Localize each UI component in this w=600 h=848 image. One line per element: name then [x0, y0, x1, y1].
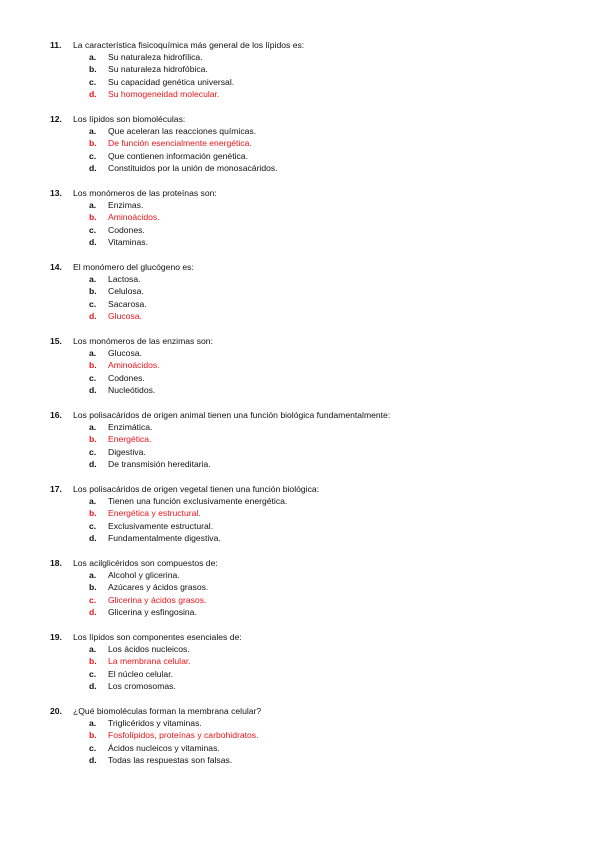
option-letter: b. [89, 138, 97, 149]
option-letter: a. [89, 274, 97, 284]
option-letter: d. [89, 88, 97, 99]
question-text: Los lípidos son componentes esenciales de: [73, 632, 242, 642]
option-text: Fundamentalmente digestiva. [108, 532, 221, 543]
question-text: Los polisacáridos de origen animal tienen una función biológica fundamentalmente: [73, 410, 391, 420]
option-letter: a. [89, 422, 97, 432]
option-text: Glicerina y esfingosina. [108, 606, 197, 617]
question-text: Los monómeros de las proteínas son: [73, 188, 217, 198]
answer-option [50, 581, 570, 593]
option-text: Codones. [108, 372, 145, 383]
option-letter: c. [89, 668, 97, 679]
answer-option [50, 532, 570, 544]
question-stem [50, 261, 570, 273]
option-text: Constituidos por la unión de monosacáridos. [108, 162, 278, 173]
option-letter: d. [89, 754, 97, 765]
answer-option [50, 76, 570, 88]
option-text: Vitaminas. [108, 236, 148, 247]
question-15 [50, 335, 570, 396]
answer-option [50, 224, 570, 236]
option-letter: c. [89, 150, 97, 161]
option-text: Sacarosa. [108, 298, 147, 309]
option-letter: b. [89, 286, 97, 297]
question-number: 12. [50, 114, 62, 124]
question-text: Los monómeros de las enzimas son: [73, 336, 213, 346]
option-letter: d. [89, 532, 97, 543]
option-letter: d. [89, 680, 97, 691]
answer-option-correct [50, 655, 570, 667]
option-letter: c. [89, 224, 97, 235]
question-17 [50, 483, 570, 544]
option-text: Los ácidos nucleicos. [108, 644, 190, 654]
option-text: Nucleótidos. [108, 384, 156, 395]
option-letter: d. [89, 236, 97, 247]
option-letter: b. [89, 508, 97, 519]
question-number: 16. [50, 410, 62, 420]
question-stem [50, 631, 570, 643]
answer-option [50, 446, 570, 458]
question-text: ¿Qué biomoléculas forman la membrana celular? [73, 706, 262, 716]
answer-option [50, 162, 570, 174]
option-text: Todas las respuestas son falsas. [108, 754, 233, 765]
question-text: El monómero del glucógeno es: [73, 262, 194, 272]
option-text: Los cromosomas. [108, 680, 176, 691]
question-number: 11. [50, 40, 62, 50]
option-letter: b. [89, 730, 97, 741]
question-stem [50, 39, 570, 51]
option-letter: d. [89, 606, 97, 617]
option-text: Ácidos nucleicos y vitaminas. [108, 742, 220, 753]
answer-option [50, 273, 570, 285]
question-number: 13. [50, 188, 62, 198]
question-14 [50, 261, 570, 322]
question-12 [50, 113, 570, 174]
option-letter: a. [89, 718, 97, 728]
option-text: Aminoácidos. [108, 360, 160, 371]
option-letter: c. [89, 446, 97, 457]
question-stem [50, 187, 570, 199]
question-number: 20. [50, 706, 62, 716]
question-stem [50, 483, 570, 495]
option-text: Energética. [108, 434, 152, 445]
option-letter: c. [89, 594, 97, 605]
option-text: Aminoácidos. [108, 212, 160, 223]
option-text: Su naturaleza hidrofílica. [108, 52, 203, 62]
question-stem [50, 409, 570, 421]
option-text: Codones. [108, 224, 145, 235]
option-text: Que contienen información genética. [108, 150, 248, 161]
answer-option [50, 680, 570, 692]
question-13 [50, 187, 570, 248]
option-letter: b. [89, 360, 97, 371]
answer-option [50, 199, 570, 211]
answer-option [50, 347, 570, 359]
answer-option [50, 606, 570, 618]
option-letter: b. [89, 434, 97, 445]
option-text: Azúcares y ácidos grasos. [108, 582, 209, 593]
answer-option [50, 150, 570, 162]
question-stem [50, 557, 570, 569]
option-letter: a. [89, 496, 97, 506]
answer-option [50, 63, 570, 75]
answer-option [50, 51, 570, 63]
answer-option [50, 384, 570, 396]
answer-option [50, 520, 570, 532]
answer-option-correct [50, 359, 570, 371]
answer-option-correct [50, 88, 570, 100]
answer-option-correct [50, 137, 570, 149]
option-letter: a. [89, 570, 97, 580]
question-18 [50, 557, 570, 618]
answer-option-correct [50, 594, 570, 606]
option-letter: b. [89, 656, 97, 667]
question-number: 14. [50, 262, 62, 272]
option-text: Tienen una función exclusivamente energética. [108, 496, 288, 506]
option-text: Glicerina y ácidos grasos. [108, 594, 207, 605]
question-text: Los polisacáridos de origen vegetal tienen una función biológica: [73, 484, 320, 494]
option-text: Digestiva. [108, 446, 146, 457]
option-letter: d. [89, 384, 97, 395]
answer-option [50, 372, 570, 384]
option-text: El núcleo celular. [108, 668, 173, 679]
option-text: Que aceleran las reacciones químicas. [108, 126, 257, 136]
answer-option [50, 668, 570, 680]
option-letter: a. [89, 200, 97, 210]
question-20 [50, 705, 570, 766]
answer-option-correct [50, 211, 570, 223]
option-text: De transmisión hereditaria. [108, 458, 211, 469]
option-text: Exclusivamente estructural. [108, 520, 214, 531]
option-text: Su homogeneidad molecular. [108, 88, 220, 99]
option-text: Su capacidad genética universal. [108, 76, 235, 87]
option-letter: a. [89, 348, 97, 358]
question-stem [50, 113, 570, 125]
answer-option [50, 569, 570, 581]
answer-option [50, 458, 570, 470]
option-text: Su naturaleza hidrofóbica. [108, 64, 208, 75]
question-text: La característica fisicoquímica más general de los lípidos es: [73, 40, 305, 50]
option-letter: b. [89, 582, 97, 593]
option-letter: c. [89, 742, 97, 753]
option-letter: a. [89, 644, 97, 654]
option-text: De función esencialmente energética. [108, 138, 252, 149]
option-text: Glucosa. [108, 348, 142, 358]
option-letter: d. [89, 162, 97, 173]
question-number: 19. [50, 632, 62, 642]
option-letter: d. [89, 458, 97, 469]
answer-option [50, 643, 570, 655]
option-text: Glucosa. [108, 310, 142, 321]
answer-option-correct [50, 433, 570, 445]
option-letter: c. [89, 520, 97, 531]
option-text: La membrana celular. [108, 656, 191, 667]
option-letter: c. [89, 76, 97, 87]
option-text: Enzimas. [108, 200, 144, 210]
answer-option [50, 236, 570, 248]
question-text: Los acilglicéridos son compuestos de: [73, 558, 218, 568]
answer-option [50, 717, 570, 729]
option-text: Alcohol y glicerina. [108, 570, 180, 580]
question-stem [50, 335, 570, 347]
question-19 [50, 631, 570, 692]
answer-option-correct [50, 507, 570, 519]
answer-option [50, 421, 570, 433]
answer-option [50, 285, 570, 297]
option-letter: a. [89, 126, 97, 136]
answer-option-correct [50, 729, 570, 741]
question-text: Los lípidos son biomoléculas: [73, 114, 186, 124]
option-letter: c. [89, 372, 97, 383]
question-16 [50, 409, 570, 470]
answer-option [50, 495, 570, 507]
option-text: Energética y estructural. [108, 508, 201, 519]
question-number: 18. [50, 558, 62, 568]
question-number: 17. [50, 484, 62, 494]
answer-option [50, 298, 570, 310]
answer-option [50, 742, 570, 754]
question-number: 15. [50, 336, 62, 346]
answer-option [50, 754, 570, 766]
option-letter: b. [89, 64, 97, 75]
question-11 [50, 39, 570, 100]
answer-option-correct [50, 310, 570, 322]
option-text: Lactosa. [108, 274, 141, 284]
question-stem [50, 705, 570, 717]
option-text: Enzimática. [108, 422, 153, 432]
option-letter: c. [89, 298, 97, 309]
option-text: Triglicéridos y vitaminas. [108, 718, 202, 728]
option-letter: b. [89, 212, 97, 223]
option-text: Celulosa. [108, 286, 144, 297]
option-letter: d. [89, 310, 97, 321]
option-letter: a. [89, 52, 97, 62]
answer-option [50, 125, 570, 137]
option-text: Fosfolípidos, proteínas y carbohidratos. [108, 730, 259, 741]
